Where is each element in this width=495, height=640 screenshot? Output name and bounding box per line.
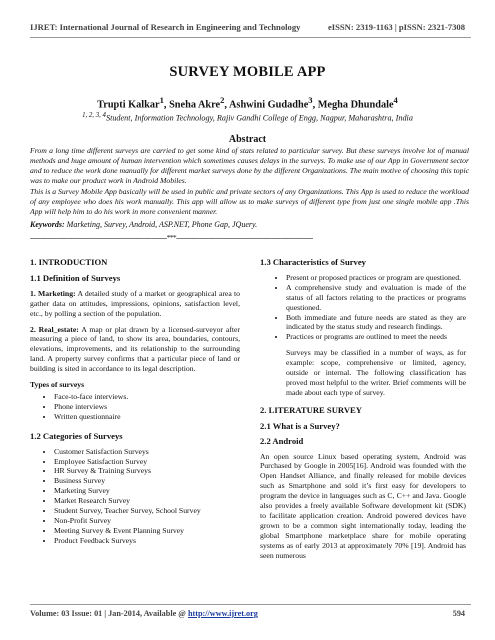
abstract-paragraph-1: From a long time different surveys are carried to get some kind of stats related to particular survey. But these surveys involve lot of manual methods and huge amount of human intervention which sometimes causes delays in the surveys. To make use of our App in Government sector and to reduce the work done manually for different market surveys done by the different Organizations. The main motive of choosing this topic was to make our product work in Android Mobiles.: [30, 146, 469, 185]
list-item: • Market Research Survey: [54, 496, 240, 506]
author-name: Sneha Akre: [169, 99, 221, 111]
list-item: • Product Feedback Surveys: [54, 536, 240, 546]
author-name: Trupti Kalkar: [97, 99, 160, 111]
classification-paragraph: Surveys may be classified in a number of ways, as for example: scope, comprehensive or limited, agency, outside or internal. The following classification has proved most helpful to the writer. Brief comments will be made about each type of survey.: [286, 348, 466, 397]
affiliation-sup: 1, 2, 3, 4: [82, 112, 106, 119]
author-name: Megha Dhundale: [317, 99, 394, 111]
list-item: • Business Survey: [54, 476, 240, 486]
real-estate-text: A map or plat drawn by a licensed-surveyor after measuring a piece of land, to show its area, boundaries, contours, elevations, improvements, and its relationship to the surrounding land. A property survey confirms that a particular piece of land or building is sited in accordance to its legal description.: [30, 324, 240, 374]
journal-link[interactable]: http://www.ijret.org: [187, 609, 258, 618]
types-of-surveys-label: Types of surveys: [30, 380, 85, 390]
affiliation: [0, 112, 495, 123]
right-column: [260, 258, 466, 566]
marketing-label: 1. Marketing:: [30, 288, 76, 298]
author-sup: 3: [308, 95, 313, 105]
characteristics-list: [260, 273, 466, 342]
running-header: [24, 22, 471, 36]
subsection-heading-definition: 1.1 Definition of Surveys: [30, 272, 121, 283]
journal-name: IJRET: International Journal of Research in Engineering and Technology: [30, 22, 301, 32]
affiliation-text: Student, Information Technology, Rajiv Gandhi College of Engg, Nagpur, Maharashtra, India: [105, 113, 413, 123]
keywords-label: Keywords:: [30, 220, 65, 229]
section-heading-literature-survey: 2. LITERATURE SURVEY: [260, 404, 362, 415]
section-heading-introduction: 1. INTRODUCTION: [30, 257, 108, 267]
list-item: • Employee Satisfaction Survey: [54, 457, 240, 467]
marketing-definition: [30, 289, 240, 319]
list-item: • Phone interviews: [54, 402, 240, 412]
categories-list: [30, 447, 240, 546]
footer-text: Volume: 03 Issue: 01 | Jan-2014, Available @: [30, 609, 186, 618]
subsection-heading-characteristics: 1.3 Characteristics of Survey: [260, 257, 366, 267]
paper-title: SURVEY MOBILE APP: [169, 64, 326, 80]
abstract-heading: Abstract: [228, 134, 267, 145]
author-name: Ashwini Gudadhe: [229, 99, 309, 111]
author-sup: 1: [159, 95, 164, 105]
list-item: • Meeting Survey & Event Planning Survey: [54, 526, 240, 536]
types-list: [30, 392, 240, 422]
real-estate-label: 2. Real_estate:: [30, 324, 79, 334]
subsection-heading-categories: 1.2 Categories of Surveys: [30, 430, 123, 441]
author-sup: 4: [393, 95, 398, 105]
left-column: [30, 258, 240, 552]
keywords-text: Marketing, Survey, Android, ASP.NET, Phone Gap, JQuery.: [66, 220, 258, 229]
list-item: • Student Survey, Teacher Survey, School Survey: [54, 506, 240, 516]
author-list: Trupti Kalkar$^1$, Sneha Akre$^2$, Ashwini Gudadhe$^3$, Megha Dhundale$^4$: [97, 95, 398, 111]
list-item: • Present or proposed practices or program are questioned.: [286, 273, 466, 283]
list-item: • Face-to-face interviews.: [54, 392, 240, 402]
header-rule: [30, 37, 471, 38]
section-separator: ------------------------------------------------------------------------***------------------------------------------------------------------------: [30, 233, 313, 242]
subsection-heading-android: 2.2 Android: [260, 435, 304, 446]
keywords: [30, 220, 469, 229]
list-item: • Both immediate and future needs are stated as they are indicated by the status study and research findings.: [286, 313, 466, 333]
footer-volume-info: [30, 609, 258, 618]
list-item: • Non-Profit Survey: [54, 516, 240, 526]
subsection-heading-what-is-survey: 2.1 What is a Survey?: [260, 420, 340, 431]
android-paragraph: An open source Linux based operating system, Android was Purchased by Google in 2005[16]. Android was founded with the Open Handset Alliance, and finally released for mobile devices such as Smartphone and sold it’s first easy for developers to program the device in languages such as C, C++ and Java. Google also provides a freely available Software development kit (SDK) to facilitate application creation. Android powered devices have grown to be a common sight internationally today, leading the global Smartphone marketplace share for mobile operating systems as of early 2013 at approximately 70% [19]. Android has seen numerous: [260, 451, 466, 560]
issn: eISSN: 2319-1163 | pISSN: 2321-7308: [327, 22, 465, 32]
marketing-text: A detailed study of a market or geographical area to gather data on attitudes, impressions, opinions, satisfaction level, etc., by polling a section of the population.: [30, 288, 240, 318]
list-item: • Customer Satisfaction Surveys: [54, 447, 240, 457]
list-item: • Practices or programs are outlined to meet the needs: [286, 332, 466, 342]
page-number: 594: [452, 609, 465, 618]
footer-rule: [30, 604, 471, 605]
author-sup: 2: [220, 95, 225, 105]
list-item: • Written questionnaire: [54, 412, 240, 422]
list-item: • A comprehensive study and evaluation is made of the status of all factors relating to the practices or programs questioned.: [286, 283, 466, 313]
list-item: • Marketing Survey: [54, 486, 240, 496]
list-item: • HR Survey & Training Surveys: [54, 466, 240, 476]
abstract-paragraph-2: This is a Survey Mobile App basically will be used in public and private sectors of any Organizations. This App is used to reduce the workload of any employee who does his work manually. This app will allow us to make surveys of different type from just one single mobile app .This App will help him to do his work in more convenient manner.: [30, 187, 469, 216]
real-estate-definition: [30, 325, 240, 375]
